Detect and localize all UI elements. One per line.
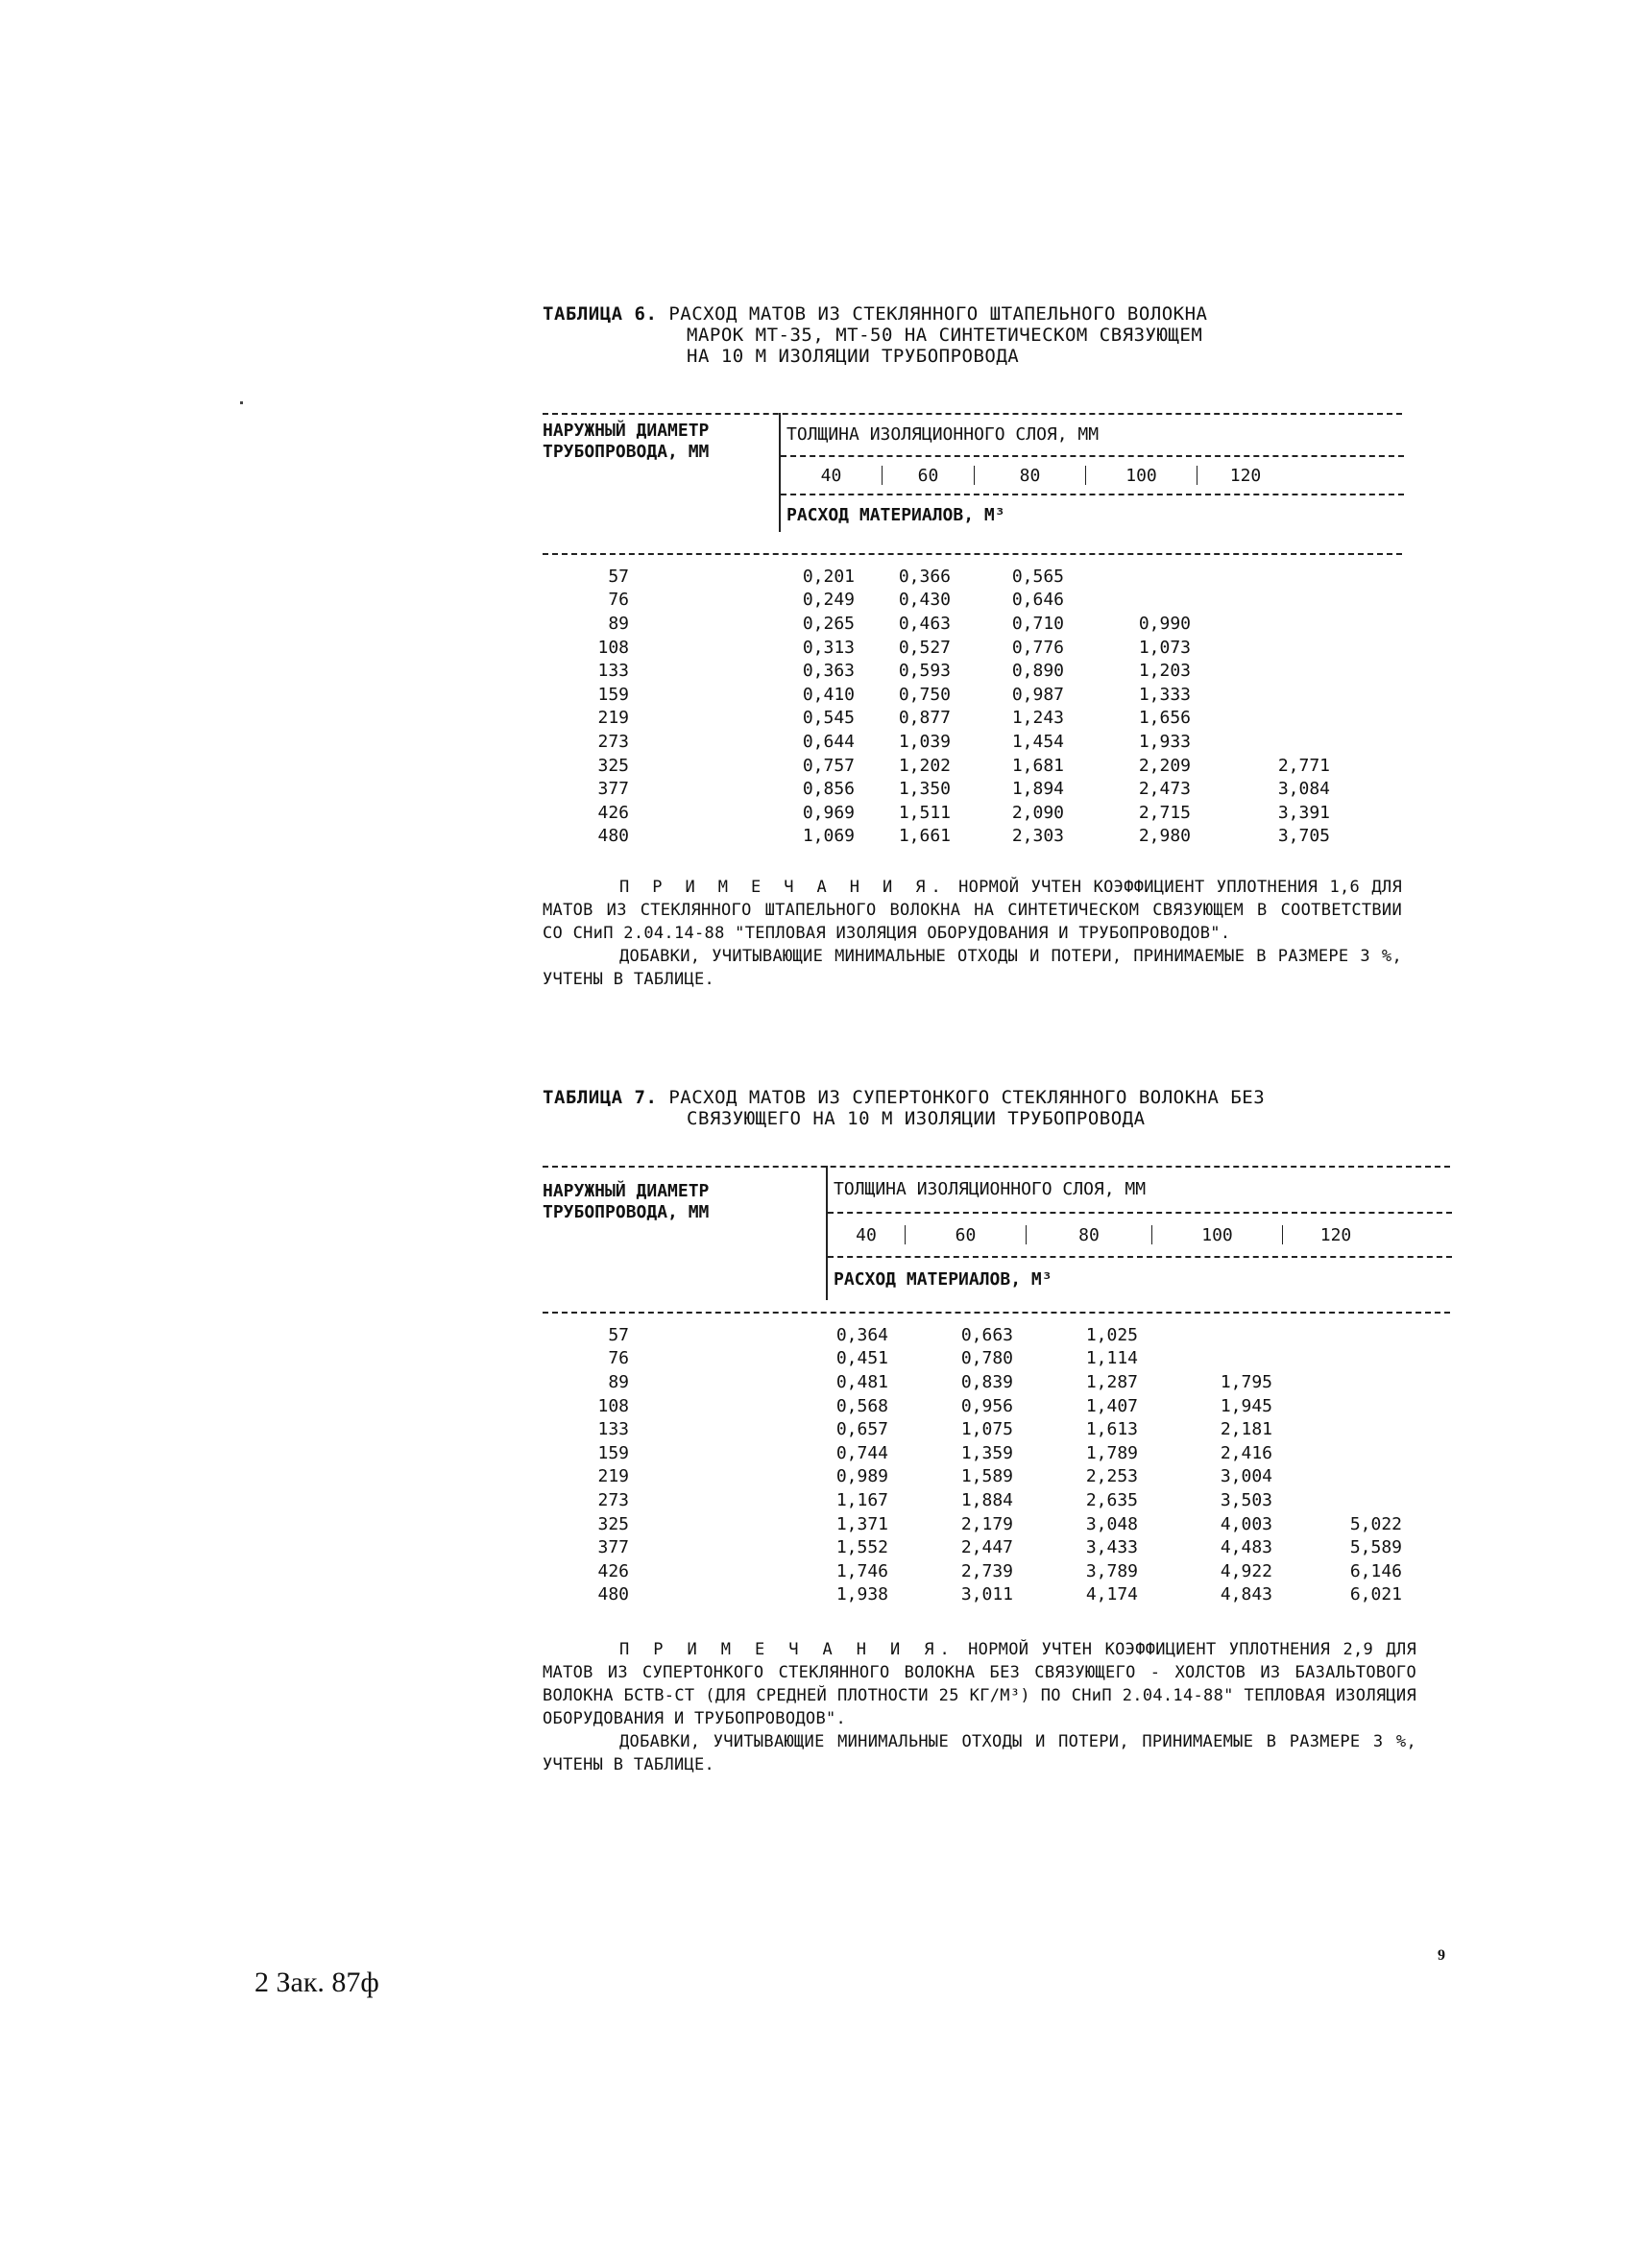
- value-cell: 0,757: [802, 755, 855, 776]
- value-cell: 1,333: [1138, 684, 1191, 705]
- value-cell: 0,545: [802, 708, 855, 729]
- table6-note-heading: П Р И М Е Ч А Н И Я.: [619, 878, 947, 897]
- diameter-cell: 159: [597, 1442, 629, 1463]
- value-cell: 2,179: [960, 1513, 1013, 1534]
- diameter-cell: 480: [597, 1584, 629, 1605]
- value-cell: 2,181: [1220, 1419, 1272, 1440]
- value-cell: [1272, 1441, 1402, 1465]
- diameter-cell: 426: [597, 802, 629, 823]
- value-cell: 0,527: [898, 637, 951, 658]
- table6-title-line-3: НА 10 М ИЗОЛЯЦИИ ТРУБОПРОВОДА: [687, 346, 1020, 367]
- value-cell: 4,003: [1220, 1513, 1272, 1534]
- table6-col-120: 120: [1229, 465, 1262, 486]
- table6-title-line-1: РАСХОД МАТОВ ИЗ СТЕКЛЯННОГО ШТАПЕЛЬНОГО ВОЛОКНА: [668, 303, 1208, 325]
- table-row: [543, 1417, 1402, 1441]
- value-cell: 1,661: [898, 826, 951, 847]
- table7-consumption-header: РАСХОД МАТЕРИАЛОВ, М³: [834, 1268, 1052, 1290]
- value-cell: 2,473: [1138, 779, 1191, 800]
- table6-header-rule: [543, 553, 1402, 555]
- diameter-cell: 325: [597, 1513, 629, 1534]
- value-cell: 1,945: [1220, 1395, 1272, 1416]
- value-cell: 0,856: [802, 779, 855, 800]
- value-cell: 3,004: [1220, 1466, 1272, 1487]
- table-row: [543, 1535, 1402, 1559]
- table7-caption: [543, 1087, 1426, 1129]
- value-cell: 6,021: [1349, 1584, 1402, 1605]
- value-cell: 3,503: [1220, 1489, 1272, 1510]
- table7-row-header-1: НАРУЖНЫЙ ДИАМЕТР: [543, 1181, 710, 1201]
- table7-col-100: 100: [1201, 1224, 1233, 1245]
- value-cell: 5,022: [1349, 1513, 1402, 1534]
- value-cell: 1,894: [1011, 779, 1064, 800]
- value-cell: 0,877: [898, 708, 951, 729]
- value-cell: 0,568: [835, 1395, 888, 1416]
- diameter-cell: 57: [608, 1324, 629, 1345]
- table-row: [543, 636, 1330, 660]
- diameter-cell: 273: [597, 1489, 629, 1510]
- table-row: [543, 754, 1330, 778]
- scan-speck: [240, 401, 243, 404]
- value-cell: 5,589: [1349, 1537, 1402, 1558]
- value-cell: 0,364: [835, 1324, 888, 1345]
- diameter-cell: 133: [597, 661, 629, 682]
- table7-header-rule: [543, 1312, 1450, 1314]
- diameter-cell: 159: [597, 684, 629, 705]
- value-cell: 3,011: [960, 1584, 1013, 1605]
- table-row: [543, 683, 1330, 707]
- table6-row-header: [543, 421, 709, 463]
- value-cell: 1,589: [960, 1466, 1013, 1487]
- value-cell: 3,789: [1085, 1560, 1138, 1581]
- table6-row-header-2: ТРУБОПРОВОДА, ММ: [543, 442, 710, 462]
- table7-thickness-header: ТОЛЩИНА ИЗОЛЯЦИОННОГО СЛОЯ, ММ: [834, 1178, 1147, 1199]
- diameter-cell: 273: [597, 731, 629, 752]
- value-cell: 0,366: [898, 566, 951, 587]
- value-cell: 0,657: [835, 1419, 888, 1440]
- value-cell: 1,167: [835, 1489, 888, 1510]
- value-cell: 2,090: [1011, 802, 1064, 823]
- value-cell: 0,565: [1011, 566, 1064, 587]
- table6-caption: [543, 303, 1426, 367]
- table-row: [543, 1512, 1402, 1536]
- table-row: [543, 777, 1330, 801]
- value-cell: 0,430: [898, 590, 951, 611]
- table-row: [543, 1370, 1402, 1394]
- value-cell: [1191, 730, 1330, 754]
- diameter-cell: 325: [597, 755, 629, 776]
- value-cell: 0,265: [802, 613, 855, 634]
- value-cell: 4,843: [1220, 1584, 1272, 1605]
- value-cell: 1,069: [802, 826, 855, 847]
- table6-title-line-2: МАРОК МТ-35, МТ-50 НА СИНТЕТИЧЕСКОМ СВЯЗУЮЩЕМ: [687, 325, 1203, 346]
- table-row: [543, 1465, 1402, 1489]
- value-cell: 0,989: [835, 1466, 888, 1487]
- value-cell: 2,447: [960, 1537, 1013, 1558]
- value-cell: 1,938: [835, 1584, 888, 1605]
- table7-col-120: 120: [1319, 1224, 1352, 1245]
- diameter-cell: 377: [597, 1537, 629, 1558]
- table7-label: ТАБЛИЦА 7.: [543, 1087, 658, 1108]
- table6-label: ТАБЛИЦА 6.: [543, 303, 658, 325]
- value-cell: [1272, 1370, 1402, 1394]
- table7-col-80: 80: [1078, 1224, 1100, 1245]
- table-row: [543, 707, 1330, 731]
- value-cell: 0,744: [835, 1442, 888, 1463]
- value-cell: 1,511: [898, 802, 951, 823]
- value-cell: 1,933: [1138, 731, 1191, 752]
- value-cell: 0,451: [835, 1348, 888, 1369]
- value-cell: [1191, 636, 1330, 660]
- table6-row-header-1: НАРУЖНЫЙ ДИАМЕТР: [543, 421, 710, 441]
- value-cell: 2,739: [960, 1560, 1013, 1581]
- value-cell: 1,203: [1138, 661, 1191, 682]
- value-cell: 1,350: [898, 779, 951, 800]
- value-cell: 0,956: [960, 1395, 1013, 1416]
- value-cell: 3,705: [1277, 826, 1330, 847]
- table6-note-1: НОРМОЙ УЧТЕН КОЭФФИЦИЕНТ УПЛОТНЕНИЯ 1,6 ДЛЯ МАТОВ ИЗ СТЕКЛЯННОГО ШТАПЕЛЬНОГО ВОЛОКНА НА СИНТЕТИЧЕСКОМ СВЯЗУЮЩЕМ В СООТВЕТСТВИИ СО СНиП 2.04.14-88 "ТЕПЛОВАЯ ИЗОЛЯЦИЯ ОБОРУДОВАНИЯ И ТРУБОПРОВОДОВ".: [543, 878, 1402, 943]
- value-cell: [1191, 659, 1330, 683]
- diameter-cell: 377: [597, 779, 629, 800]
- table-row: [543, 1441, 1402, 1465]
- table7-note-2: ДОБАВКИ, УЧИТЫВАЮЩИЕ МИНИМАЛЬНЫЕ ОТХОДЫ И ПОТЕРИ, ПРИНИМАЕМЫЕ В РАЗМЕРЕ 3 %, УЧТЕНЫ В ТАБЛИЦЕ.: [543, 1732, 1416, 1774]
- value-cell: 2,209: [1138, 755, 1191, 776]
- value-cell: 0,987: [1011, 684, 1064, 705]
- table7-title-line-2: СВЯЗУЮЩЕГО НА 10 М ИЗОЛЯЦИИ ТРУБОПРОВОДА: [687, 1108, 1146, 1129]
- diameter-cell: 133: [597, 1419, 629, 1440]
- value-cell: 3,433: [1085, 1537, 1138, 1558]
- diameter-cell: 426: [597, 1560, 629, 1581]
- value-cell: 0,249: [802, 590, 855, 611]
- value-cell: [1064, 565, 1191, 589]
- diameter-cell: 219: [597, 708, 629, 729]
- table6-consumption-header: РАСХОД МАТЕРИАЛОВ, М³: [786, 504, 1005, 525]
- value-cell: [1272, 1417, 1402, 1441]
- table-row: [543, 825, 1330, 849]
- table6-col-100: 100: [1125, 465, 1157, 486]
- value-cell: [1272, 1347, 1402, 1371]
- value-cell: 1,884: [960, 1489, 1013, 1510]
- value-cell: 1,552: [835, 1537, 888, 1558]
- table-row: [543, 565, 1330, 589]
- page-number: 9: [1438, 1947, 1445, 1964]
- value-cell: [1272, 1465, 1402, 1489]
- value-cell: 0,710: [1011, 613, 1064, 634]
- value-cell: 0,780: [960, 1348, 1013, 1369]
- value-cell: 1,202: [898, 755, 951, 776]
- value-cell: 2,771: [1277, 755, 1330, 776]
- value-cell: 2,303: [1011, 826, 1064, 847]
- value-cell: [1191, 589, 1330, 613]
- table-row: [543, 730, 1330, 754]
- diameter-cell: 76: [608, 1348, 629, 1369]
- value-cell: [1272, 1488, 1402, 1512]
- value-cell: 0,969: [802, 802, 855, 823]
- table7-col-60: 60: [955, 1224, 977, 1245]
- value-cell: 1,073: [1138, 637, 1191, 658]
- table7: [543, 1166, 1450, 1627]
- value-cell: 0,410: [802, 684, 855, 705]
- value-cell: 0,663: [960, 1324, 1013, 1345]
- value-cell: [1138, 1323, 1272, 1347]
- value-cell: 1,407: [1085, 1395, 1138, 1416]
- value-cell: [1138, 1347, 1272, 1371]
- value-cell: 2,416: [1220, 1442, 1272, 1463]
- value-cell: 0,201: [802, 566, 855, 587]
- value-cell: 0,593: [898, 661, 951, 682]
- table-row: [543, 1488, 1402, 1512]
- diameter-cell: 219: [597, 1466, 629, 1487]
- table6-col-80: 80: [1019, 465, 1041, 486]
- diameter-cell: 108: [597, 1395, 629, 1416]
- value-cell: 0,644: [802, 731, 855, 752]
- table-row: [543, 1394, 1402, 1418]
- table7-title-line-1: РАСХОД МАТОВ ИЗ СУПЕРТОНКОГО СТЕКЛЯННОГО ВОЛОКНА БЕЗ: [668, 1087, 1266, 1108]
- table-row: [543, 801, 1330, 825]
- table6-body: [543, 565, 1330, 848]
- value-cell: [1191, 683, 1330, 707]
- table7-row-header: [543, 1181, 709, 1223]
- value-cell: [1191, 565, 1330, 589]
- value-cell: 0,750: [898, 684, 951, 705]
- diameter-cell: 76: [608, 590, 629, 611]
- table6: [543, 413, 1402, 874]
- value-cell: [1272, 1323, 1402, 1347]
- value-cell: 1,454: [1011, 731, 1064, 752]
- value-cell: 1,681: [1011, 755, 1064, 776]
- table6-thickness-header: ТОЛЩИНА ИЗОЛЯЦИОННОГО СЛОЯ, ММ: [786, 423, 1100, 445]
- value-cell: 0,463: [898, 613, 951, 634]
- value-cell: 1,243: [1011, 708, 1064, 729]
- value-cell: 1,114: [1085, 1348, 1138, 1369]
- table6-col-40: 40: [820, 465, 842, 486]
- value-cell: 2,253: [1085, 1466, 1138, 1487]
- value-cell: [1191, 707, 1330, 731]
- diameter-cell: 89: [608, 1371, 629, 1392]
- value-cell: 1,039: [898, 731, 951, 752]
- value-cell: 1,789: [1085, 1442, 1138, 1463]
- value-cell: 0,363: [802, 661, 855, 682]
- table-row: [543, 659, 1330, 683]
- value-cell: 6,146: [1349, 1560, 1402, 1581]
- value-cell: 1,371: [835, 1513, 888, 1534]
- diameter-cell: 57: [608, 566, 629, 587]
- table-row: [543, 1347, 1402, 1371]
- value-cell: 4,922: [1220, 1560, 1272, 1581]
- table7-col-40: 40: [856, 1224, 877, 1245]
- value-cell: 1,359: [960, 1442, 1013, 1463]
- value-cell: 3,048: [1085, 1513, 1138, 1534]
- table-row: [543, 589, 1330, 613]
- value-cell: [1064, 589, 1191, 613]
- value-cell: 1,025: [1085, 1324, 1138, 1345]
- table-row: [543, 1323, 1402, 1347]
- table6-note-2: ДОБАВКИ, УЧИТЫВАЮЩИЕ МИНИМАЛЬНЫЕ ОТХОДЫ И ПОТЕРИ, ПРИНИМАЕМЫЕ В РАЗМЕРЕ 3 %, УЧТЕНЫ В ТАБЛИЦЕ.: [543, 947, 1402, 989]
- table6-notes: [543, 876, 1402, 991]
- value-cell: [1272, 1394, 1402, 1418]
- value-cell: 0,776: [1011, 637, 1064, 658]
- table7-notes: [543, 1638, 1416, 1776]
- value-cell: 0,313: [802, 637, 855, 658]
- table-row: [543, 1583, 1402, 1607]
- value-cell: 1,075: [960, 1419, 1013, 1440]
- table7-note-heading: П Р И М Е Ч А Н И Я.: [619, 1640, 956, 1659]
- table7-body: [543, 1323, 1402, 1606]
- value-cell: 2,715: [1138, 802, 1191, 823]
- table7-note-1: НОРМОЙ УЧТЕН КОЭФФИЦИЕНТ УПЛОТНЕНИЯ 2,9 ДЛЯ МАТОВ ИЗ СУПЕРТОНКОГО СТЕКЛЯННОГО ВОЛОКНА БЕЗ СВЯЗУЮЩЕГО - ХОЛСТОВ ИЗ БАЗАЛЬТОВОГО ВОЛОКНА БСТВ-СТ (ДЛЯ СРЕДНЕЙ ПЛОТНОСТИ 25 КГ/М³) ПО СНиП 2.04.14-88" ТЕПЛОВАЯ ИЗОЛЯЦИЯ ОБОРУДОВАНИЯ И ТРУБОПРОВОДОВ".: [543, 1640, 1416, 1728]
- value-cell: 0,990: [1138, 613, 1191, 634]
- value-cell: 1,746: [835, 1560, 888, 1581]
- value-cell: 4,174: [1085, 1584, 1138, 1605]
- value-cell: 0,646: [1011, 590, 1064, 611]
- value-cell: 3,084: [1277, 779, 1330, 800]
- table-row: [543, 1559, 1402, 1583]
- diameter-cell: 108: [597, 637, 629, 658]
- diameter-cell: 480: [597, 826, 629, 847]
- footer-order-number: 2 Зак. 87ф: [254, 1966, 379, 1998]
- diameter-cell: 89: [608, 613, 629, 634]
- table-row: [543, 612, 1330, 636]
- value-cell: 4,483: [1220, 1537, 1272, 1558]
- value-cell: 2,635: [1085, 1489, 1138, 1510]
- value-cell: 0,481: [835, 1371, 888, 1392]
- value-cell: 2,980: [1138, 826, 1191, 847]
- value-cell: 1,613: [1085, 1419, 1138, 1440]
- value-cell: [1191, 612, 1330, 636]
- value-cell: 0,839: [960, 1371, 1013, 1392]
- table6-col-60: 60: [917, 465, 939, 486]
- value-cell: 1,795: [1220, 1371, 1272, 1392]
- value-cell: 1,287: [1085, 1371, 1138, 1392]
- value-cell: 0,890: [1011, 661, 1064, 682]
- value-cell: 1,656: [1138, 708, 1191, 729]
- table7-row-header-2: ТРУБОПРОВОДА, ММ: [543, 1202, 710, 1222]
- value-cell: 3,391: [1277, 802, 1330, 823]
